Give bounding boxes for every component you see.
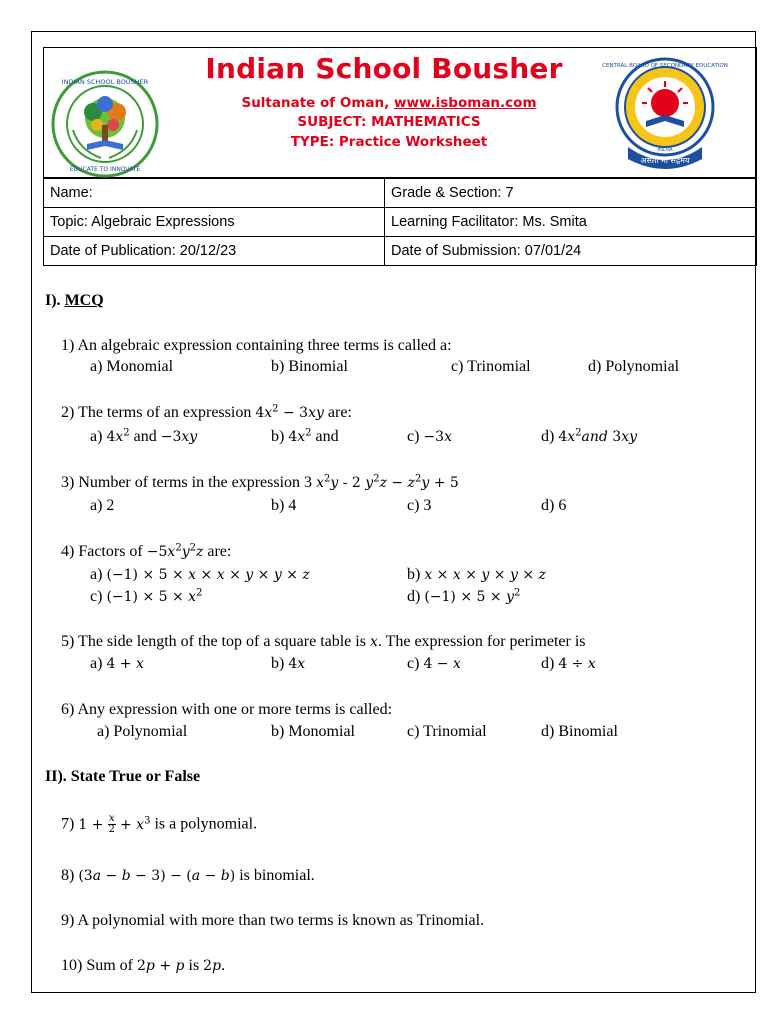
section-mcq-title: MCQ: [64, 292, 104, 309]
q4-text: 4) Factors of: [61, 543, 147, 560]
q8-prefix: 8): [61, 867, 79, 884]
q2-option-c-label: c): [407, 428, 424, 445]
q10-expression: 2p + p: [137, 958, 185, 974]
question-2: [61, 404, 352, 422]
q1-option-a[interactable]: a) Monomial: [90, 358, 174, 375]
topic-cell: Topic: Algebraic Expressions: [44, 208, 385, 237]
q2-option-b-label: b): [271, 428, 289, 445]
q5-text: 5) The side length of the top of a square table is: [61, 633, 370, 650]
q8-expression: (3a − b − 3) − (a − b): [78, 868, 236, 884]
section-mcq-heading: [45, 292, 104, 310]
q5-option-d-label: d): [541, 655, 559, 672]
q4-option-b-label: b): [407, 566, 425, 583]
q4-suffix: are:: [203, 543, 232, 560]
q3-text: 3) Number of terms in the expression 3: [61, 474, 317, 491]
q5-option-c[interactable]: c) 4 − x: [407, 655, 461, 672]
q3-option-a[interactable]: a) 2: [90, 497, 115, 514]
worksheet-type-line: TYPE: Practice Worksheet: [290, 134, 488, 150]
q2-option-d[interactable]: d) $4x^2and$ 3xy: [541, 427, 638, 445]
q2-option-b[interactable]: b) $4x^2$ and: [271, 427, 339, 445]
q6-option-b[interactable]: b) Monomial: [271, 723, 355, 740]
q4-option-a-label: a): [90, 566, 107, 583]
question-4: [61, 543, 231, 561]
q10-middle: is: [184, 957, 204, 974]
question-1: 1) An algebraic expression containing three terms is called a:: [61, 337, 452, 354]
q2-option-b-and: and: [311, 428, 339, 445]
question-9: 9) A polynomial with more than two terms is known as Trinomial.: [61, 912, 485, 929]
q5-suffix: . The expression for perimeter is: [377, 633, 586, 650]
q1-option-d[interactable]: d) Polynomial: [588, 358, 680, 375]
q8-suffix: is binomial.: [235, 867, 315, 884]
q2-text: 2) The terms of an expression: [61, 404, 256, 421]
section-mcq-label: I).: [45, 292, 65, 309]
q5-option-a[interactable]: a) 4 + x: [90, 655, 144, 672]
q6-option-a[interactable]: a) Polynomial: [97, 723, 188, 740]
grade-cell: Grade & Section: 7: [385, 179, 757, 208]
left-logo-bottom-text: EDUCATE TO INNOVATE: [69, 166, 141, 173]
q5-variable: x: [369, 634, 378, 650]
q4-option-d-label: d): [407, 588, 425, 605]
question-6: 6) Any expression with one or more terms is called:: [61, 701, 393, 718]
q10-suffix: .: [221, 957, 226, 974]
school-website-link[interactable]: www.isboman.com: [393, 95, 537, 111]
q2-option-a-and: and: [129, 428, 161, 445]
q5-option-c-label: c): [407, 655, 424, 672]
q3-option-b[interactable]: b) 4: [271, 497, 297, 514]
q1-option-b[interactable]: b) Binomial: [271, 358, 348, 375]
section-true-false-heading: II). State True or False: [45, 768, 201, 785]
q4-option-d[interactable]: d) $(-1) \times 5 \times y^2$: [407, 587, 521, 605]
q7-expression: 1 + $\frac{x}{2}$ + $x^3$: [78, 813, 151, 835]
question-5: [61, 633, 586, 651]
q5-option-d[interactable]: d) 4 ÷ x: [541, 655, 596, 672]
q7-suffix: is a polynomial.: [150, 815, 258, 833]
question-10: [61, 957, 225, 975]
school-name: Indian School Bousher: [205, 52, 563, 85]
q4-option-c-label: c): [90, 588, 107, 605]
q3-expression: $x^2y - 2$ $y^2z - z^2y + 5$: [316, 473, 459, 491]
left-logo-top-text: INDIAN SCHOOL BOUSHER: [61, 78, 149, 86]
q2-expression: $4x^2 - 3xy$: [255, 403, 324, 421]
q2-suffix: are:: [323, 404, 352, 421]
q4-expression: $-5x^2y^2z$: [146, 542, 204, 560]
name-cell[interactable]: Name:: [44, 179, 385, 208]
submission-date-cell: Date of Submission: 07/01/24: [385, 237, 757, 266]
q4-option-a[interactable]: a) (−1) × 5 × x × x × y × y × z: [90, 566, 310, 583]
right-logo-motto: असतो मा सद्गमय: [640, 156, 690, 165]
q6-option-c[interactable]: c) Trinomial: [407, 723, 487, 740]
q2-option-a-label: a): [90, 428, 107, 445]
question-3: [61, 474, 459, 492]
q1-option-c[interactable]: c) Trinomial: [451, 358, 531, 375]
q5-option-a-label: a): [90, 655, 107, 672]
question-8: [61, 867, 315, 885]
q2-option-a[interactable]: a) $4x^2$ and −3xy: [90, 427, 198, 445]
q3-option-d[interactable]: d) 6: [541, 497, 567, 514]
q5-option-b[interactable]: b) 4x: [271, 655, 306, 672]
country-text: Sultanate of Oman,: [241, 95, 394, 111]
q6-option-d[interactable]: d) Binomial: [541, 723, 618, 740]
right-logo-top-text: CENTRAL BOARD OF SECONDARY EDUCATION: [602, 63, 728, 69]
q10-result: 2p: [203, 958, 222, 974]
q10-prefix: 10) Sum of: [61, 957, 137, 974]
q7-prefix: 7): [61, 815, 79, 833]
publication-date-cell: Date of Publication: 20/12/23: [44, 237, 385, 266]
q3-option-c[interactable]: c) 3: [407, 497, 432, 514]
q5-option-b-label: b): [271, 655, 289, 672]
right-logo-bottom-text: INDIA: [657, 147, 673, 153]
q2-option-c[interactable]: c) −3x: [407, 428, 452, 445]
question-7: [61, 814, 257, 835]
q2-option-d-label: d): [541, 428, 559, 445]
facilitator-cell: Learning Facilitator: Ms. Smita: [385, 208, 757, 237]
q4-option-b[interactable]: b) x × x × y × y × z: [407, 566, 546, 583]
subject-line: SUBJECT: MATHEMATICS: [297, 114, 481, 130]
q4-option-c[interactable]: c) $(-1) \times 5 \times x^2$: [90, 587, 203, 605]
